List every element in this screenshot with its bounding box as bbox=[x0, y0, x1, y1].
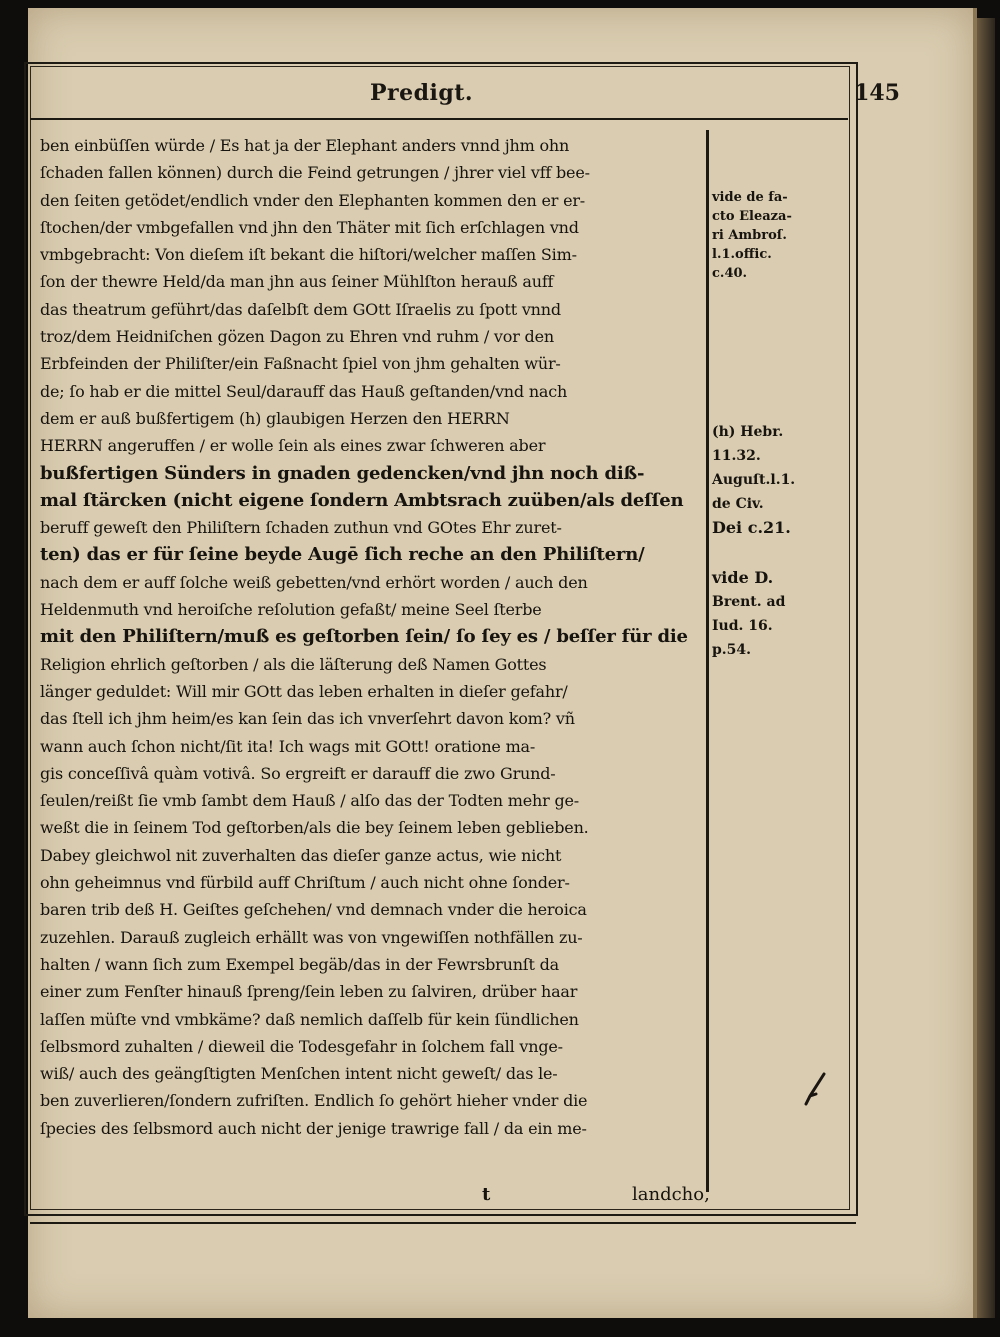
text-line: Dabey gleichwol nit zuverhalten das dieſer ganze actus, wie nicht bbox=[40, 845, 562, 865]
margin-note-line: 11.32. bbox=[712, 448, 761, 464]
text-line: das ſtell ich jhm heim/es kan ſein das ich vnverſehrt davon kom? vñ bbox=[40, 709, 575, 729]
margin-note-line: cto Eleaza- bbox=[712, 209, 792, 224]
text-line: ben einbüſſen würde / Es hat ja der Elephant anders vnnd jhm ohn bbox=[40, 136, 570, 155]
text-line: de; ſo hab er die mittel Seul/darauff das Hauß geſtanden/vnd nach bbox=[40, 381, 568, 401]
bottom-rule bbox=[30, 1222, 856, 1224]
margin-note-eleazar bbox=[712, 188, 822, 283]
page-number: 145 bbox=[854, 80, 900, 106]
column-rule bbox=[706, 130, 709, 1192]
text-line: Erbfeinden der Philiſter/ein Faßnacht ſpiel von jhm gehalten wür- bbox=[40, 354, 561, 374]
text-line: ten) das er für ſeine beyde Augē ſich reche an den Philiſtern/ bbox=[40, 544, 645, 566]
text-line: ſeulen/reißt ſie vmb ſambt dem Hauß / alſo das der Todten mehr ge- bbox=[40, 791, 579, 811]
text-line: dem er auß bußfertigem (h) glaubigen Herzen den HERRN bbox=[40, 408, 510, 428]
text-line: einer zum Fenſter hinauß ſpreng/ſein leben zu ſalviren, drüber haar bbox=[40, 982, 578, 1002]
catchword: landcho, bbox=[632, 1184, 710, 1205]
text-line: laſſen müſte vnd vmbkäme? daß nemlich daſſelb für kein ſündlichen bbox=[40, 1009, 579, 1029]
text-line: ſpecies des ſelbsmord auch nicht der jenige trawrige fall / da ein me- bbox=[40, 1118, 587, 1138]
text-line: Heldenmuth vnd heroiſche reſolution gefaßt/ meine Seel ſterbe bbox=[40, 600, 542, 620]
text-line: ohn geheimnus vnd fürbild auff Chriſtum / auch nicht ohne ſonder- bbox=[40, 873, 570, 893]
margin-note-line: Iud. 16. bbox=[712, 618, 773, 634]
text-line: Religion ehrlich geſtorben / als die läſterung deß Namen Gottes bbox=[40, 654, 547, 674]
margin-note-line: vide D. bbox=[712, 568, 774, 587]
text-line: ſtochen/der vmbgefallen vnd jhn den Thäter mit ſich erſchlagen vnd bbox=[40, 217, 579, 237]
margin-note-line: (h) Hebr. bbox=[712, 424, 784, 440]
text-line: mal ſtärcken (nicht eigene ſondern Ambtsrach zuüben/als deſſen bbox=[40, 489, 684, 511]
margin-note-line: Brent. ad bbox=[712, 594, 786, 610]
text-line: beruff geweſt den Philiſtern ſchaden zuthun vnd GOtes Ehr zuret- bbox=[40, 518, 562, 538]
text-line: wann auch ſchon nicht/ſit ita! Ich wags mit GOtt! oratione ma- bbox=[40, 736, 536, 756]
main-text-column bbox=[40, 132, 700, 1142]
text-line: baren trib deß H. Geiſtes geſchehen/ vnd demnach vnder die heroica bbox=[40, 900, 587, 920]
margin-note-line: de Civ. bbox=[712, 496, 764, 512]
header-rule bbox=[30, 118, 848, 120]
text-line: länger geduldet: Will mir GOtt das leben erhalten in dieſer gefahr/ bbox=[40, 681, 568, 701]
text-line: ſelbsmord zuhalten / dieweil die Todesgefahr in ſolchem fall vnge- bbox=[40, 1036, 563, 1056]
margin-note-line: c.40. bbox=[712, 266, 748, 281]
text-line: wiß/ auch des geängſtigten Menſchen intent nicht geweſt/ das le- bbox=[40, 1064, 558, 1084]
text-line: ſchaden fallen können) durch die Feind getrungen / jhrer viel vff bee- bbox=[40, 163, 590, 183]
ink-mark-icon bbox=[800, 1072, 830, 1106]
text-line: gis conceſſivâ quàm votivâ. So ergreift er darauff die zwo Grund- bbox=[40, 763, 556, 783]
text-line: vmbgebracht: Von dieſem iſt bekant die hiſtori/welcher maſſen Sim- bbox=[40, 245, 577, 265]
margin-note-brentius bbox=[712, 566, 822, 662]
margin-note-line: l.1.offic. bbox=[712, 247, 772, 262]
text-line: weßt die in ſeinem Tod geſtorben/als die bey ſeinem leben geblieben. bbox=[40, 818, 589, 838]
text-line: den ſeiten getödet/endlich vnder den Elephanten kommen den er er- bbox=[40, 190, 586, 210]
margin-note-line: Auguſt.l.1. bbox=[712, 472, 796, 488]
page-edge bbox=[977, 18, 995, 1318]
text-line: ben zuverlieren/ſondern zufriſten. Endlich ſo gehört hieher vnder die bbox=[40, 1091, 588, 1111]
margin-note-line: Dei c.21. bbox=[712, 518, 791, 537]
text-line: nach dem er auff ſolche weiß gebetten/vnd erhört worden / auch den bbox=[40, 572, 588, 592]
text-line: halten / wann ſich zum Exempel begäb/das in der Fewrsbrunſt da bbox=[40, 954, 560, 974]
text-line: troz/dem Heidniſchen gözen Dagon zu Ehren vnd ruhm / vor den bbox=[40, 327, 554, 347]
margin-note-line: vide de fa- bbox=[712, 190, 788, 205]
text-line: das theatrum geführt/das daſelbſt dem GOtt Iſraelis zu ſpott vnnd bbox=[40, 299, 561, 319]
margin-note-hebrews bbox=[712, 420, 822, 540]
text-line: bußfertigen Sünders in gnaden gedencken/vnd jhn noch diß- bbox=[40, 462, 645, 484]
text-line: zuzehlen. Darauß zugleich erhällt was von vngewiſſen nothfällen zu- bbox=[40, 927, 583, 947]
text-line: ſon der thewre Held/da man jhn aus ſeiner Mühlſton herauß auff bbox=[40, 272, 554, 292]
signature-mark: t bbox=[482, 1184, 491, 1205]
text-line: mit den Philiſtern/muß es geſtorben ſein/ ſo ſey es / beſſer für die bbox=[40, 626, 688, 648]
margin-note-line: p.54. bbox=[712, 642, 752, 658]
running-head: Predigt. bbox=[370, 80, 474, 106]
text-line: HERRN angeruffen / er wolle ſein als eines zwar ſchweren aber bbox=[40, 436, 546, 456]
margin-note-line: ri Ambroſ. bbox=[712, 228, 787, 243]
